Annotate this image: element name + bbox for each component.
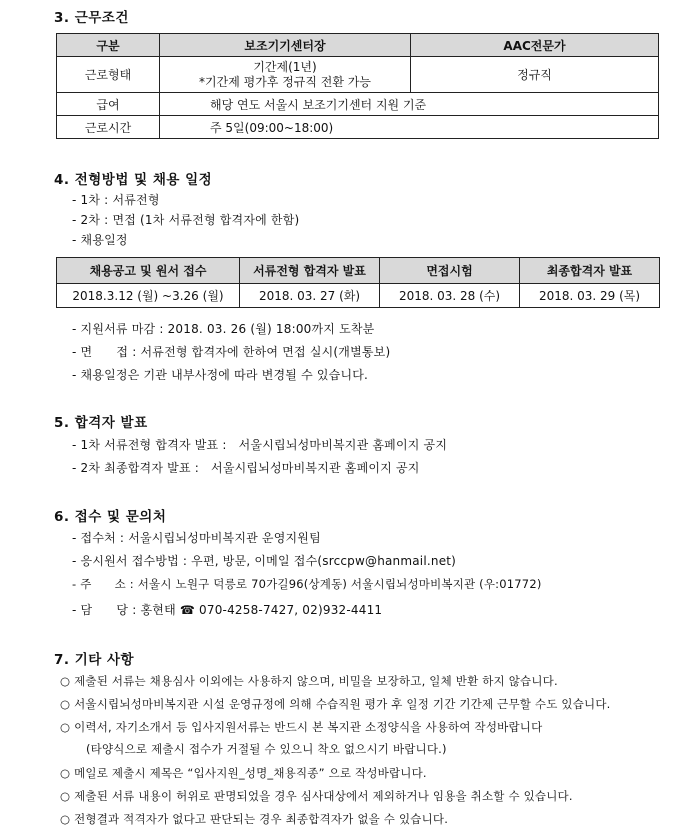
list-item: - 담 당 : 홍현태 ☎ 070-4258-7427, 02)932-4411 (72, 603, 383, 617)
date-application: 2018.3.12 (월) ~3.26 (월) (57, 284, 240, 308)
employment-type-aac: 정규직 (411, 57, 659, 93)
table-header-row (57, 34, 659, 57)
list-item: ○ 제출된 서류는 채용심사 이외에는 사용하지 않으며, 비밀을 보장하고, 일체 반환 하지 않습니다. (60, 674, 558, 688)
employment-type-line2: *기간제 평가후 정규직 전환 가능 (199, 74, 371, 89)
work-hours-value: 주 5일(09:00~18:00) (160, 116, 659, 139)
list-item: - 2차 : 면접 (1차 서류전형 합격자에 한함) (72, 213, 300, 227)
employment-type-director (160, 57, 411, 93)
date-interview: 2018. 03. 28 (수) (380, 284, 520, 308)
header-document-result: 서류전형 합격자 발표 (240, 258, 380, 284)
list-item: ○ 전형결과 적격자가 없다고 판단되는 경우 최종합격자가 없을 수 있습니다. (60, 812, 449, 826)
list-item: ○ 이력서, 자기소개서 등 입사지원서류는 반드시 본 복지관 소정양식을 사용하여 작성바랍니다 (60, 720, 543, 734)
salary-value: 해당 연도 서울시 보조기기센터 지원 기준 (160, 93, 659, 116)
date-document-result: 2018. 03. 27 (화) (240, 284, 380, 308)
row-label-employment-type: 근로형태 (57, 57, 160, 93)
section-6-title: 6. 접수 및 문의처 (54, 509, 167, 525)
header-interview: 면접시험 (380, 258, 520, 284)
list-item: ○ 제출된 서류 내용이 허위로 판명되었을 경우 심사대상에서 제외하거나 임용을 취소할 수 있습니다. (60, 789, 573, 803)
list-item: - 1차 : 서류전형 (72, 193, 160, 207)
table-header-row (57, 258, 660, 284)
list-item: - 2차 최종합격자 발표 : 서울시립뇌성마비복지관 홈페이지 공지 (72, 461, 420, 475)
date-final-result: 2018. 03. 29 (목) (520, 284, 660, 308)
header-aac-expert: AAC전문가 (411, 34, 659, 57)
section-3-title: 3. 근무조건 (54, 10, 129, 26)
list-item: ○ 메일로 제출시 제목은 “입사지원_성명_채용직종” 으로 작성바랍니다. (60, 766, 427, 780)
section-5-title: 5. 합격자 발표 (54, 415, 148, 431)
list-item: - 면 접 : 서류전형 합격자에 한하여 면접 실시(개별통보) (72, 345, 391, 359)
header-category: 구분 (57, 34, 160, 57)
work-conditions-table (56, 33, 659, 139)
row-label-work-hours: 근로시간 (57, 116, 160, 139)
header-final-result: 최종합격자 발표 (520, 258, 660, 284)
table-row (57, 284, 660, 308)
header-center-director: 보조기기센터장 (160, 34, 411, 57)
list-item: - 1차 서류전형 합격자 발표 : 서울시립뇌성마비복지관 홈페이지 공지 (72, 438, 448, 452)
table-row (57, 93, 659, 116)
table-row (57, 57, 659, 93)
list-item: - 주 소 : 서울시 노원구 덕릉로 70가길96(상계동) 서울시립뇌성마비복지관 (우:01772) (72, 577, 542, 591)
list-item: - 채용일정은 기관 내부사정에 따라 변경될 수 있습니다. (72, 368, 369, 382)
row-label-salary: 급여 (57, 93, 160, 116)
section-4-title: 4. 전형방법 및 채용 일정 (54, 172, 213, 188)
list-item: (타양식으로 제출시 접수가 거절될 수 있으니 착오 없으시기 바랍니다.) (86, 742, 447, 756)
schedule-table (56, 257, 660, 308)
list-item: - 접수처 : 서울시립뇌성마비복지관 운영지원팀 (72, 531, 321, 545)
section-7-title: 7. 기타 사항 (54, 652, 135, 668)
list-item: - 채용일정 (72, 233, 128, 247)
table-row (57, 116, 659, 139)
header-application: 채용공고 및 원서 접수 (57, 258, 240, 284)
employment-type-line1: 기간제(1년) (253, 59, 317, 74)
list-item: ○ 서울시립뇌성마비복지관 시설 운영규정에 의해 수습직원 평가 후 일정 기간 기간제 근무할 수도 있습니다. (60, 697, 611, 711)
list-item: - 응시원서 접수방법 : 우편, 방문, 이메일 접수(srccpw@hanmail.net) (72, 554, 457, 568)
list-item: - 지원서류 마감 : 2018. 03. 26 (월) 18:00까지 도착분 (72, 322, 375, 336)
